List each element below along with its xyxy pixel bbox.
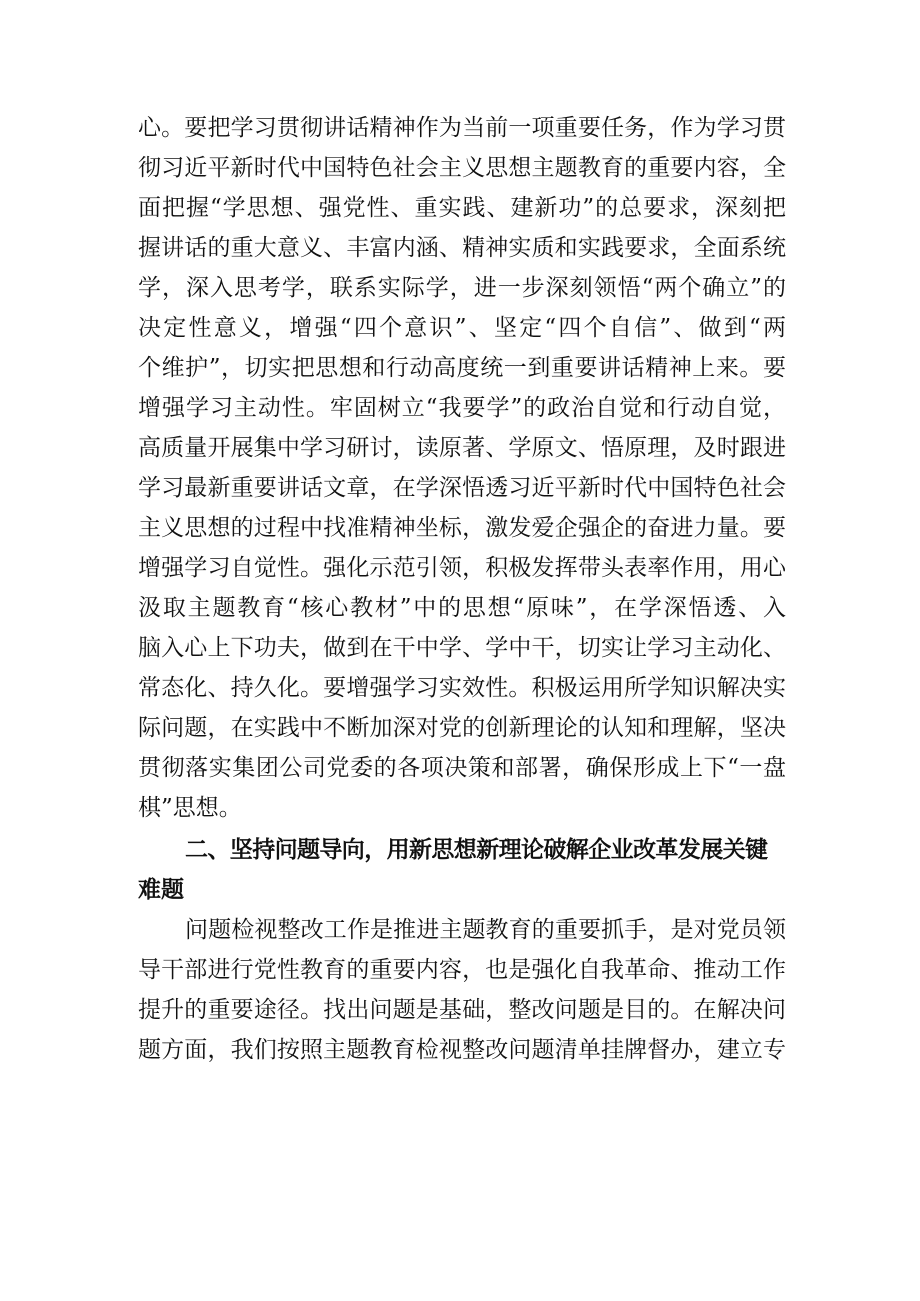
paragraph-line: 心。要把学习贯彻讲话精神作为当前一项重要任务，作为学习贯 [138,115,786,141]
paragraph-line: 汲取主题教育“核心教材”中的思想“原味”，在学深悟透、入 [138,595,786,621]
paragraph-line: 彻习近平新时代中国特色社会主义思想主题教育的重要内容，全 [138,155,786,181]
paragraph-line: 握讲话的重大意义、丰富内涵、精神实质和实践要求，全面系统 [138,235,786,261]
paragraph-line: 问题检视整改工作是推进主题教育的重要抓手，是对党员领 [185,917,786,943]
section-heading-2 [138,830,786,910]
paragraph-line: 贯彻落实集团公司党委的各项决策和部署，确保形成上下“一盘 [138,755,786,781]
paragraph-line: 际问题，在实践中不断加深对党的创新理论的认知和理解，坚决 [138,715,786,741]
paragraph-line: 增强学习主动性。牢固树立“我要学”的政治自觉和行动自觉， [138,395,786,421]
paragraph-line: 脑入心上下功夫，做到在干中学、学中干，切实让学习主动化、 [138,635,786,661]
paragraph-line: 个维护”，切实把思想和行动高度统一到重要讲话精神上来。要 [138,355,786,381]
paragraph-line: 常态化、持久化。要增强学习实效性。积极运用所学知识解决实 [138,675,786,701]
section-heading-line: 二、坚持问题导向，用新思想新理论破解企业改革发展关键 [185,837,768,863]
paragraph-line: 高质量开展集中学习研讨，读原著、学原文、悟原理，及时跟进 [138,435,786,461]
paragraph-line: 棋”思想。 [138,795,242,821]
paragraph-line: 题方面，我们按照主题教育检视整改问题清单挂牌督办，建立专 [138,1037,786,1063]
paragraph-line: 学习最新重要讲话文章，在学深悟透习近平新时代中国特色社会 [138,475,786,501]
document-body [138,108,786,1070]
paragraph-line: 主义思想的过程中找准精神坐标，激发爱企强企的奋进力量。要 [138,515,786,541]
paragraph-line: 面把握“学思想、强党性、重实践、建新功”的总要求，深刻把 [138,195,786,221]
paragraph-line: 学，深入思考学，联系实际学，进一步深刻领悟“两个确立”的 [138,275,786,301]
paragraph-2 [138,910,786,1070]
paragraph-line: 决定性意义，增强“四个意识”、坚定“四个自信”、做到“两 [138,315,786,341]
paragraph-line: 提升的重要途径。找出问题是基础，整改问题是目的。在解决问 [138,997,786,1023]
section-heading-line: 难题 [138,877,184,903]
paragraph-1 [138,108,786,828]
paragraph-line: 增强学习自觉性。强化示范引领，积极发挥带头表率作用，用心 [138,555,786,581]
paragraph-line: 导干部进行党性教育的重要内容，也是强化自我革命、推动工作 [138,957,786,983]
